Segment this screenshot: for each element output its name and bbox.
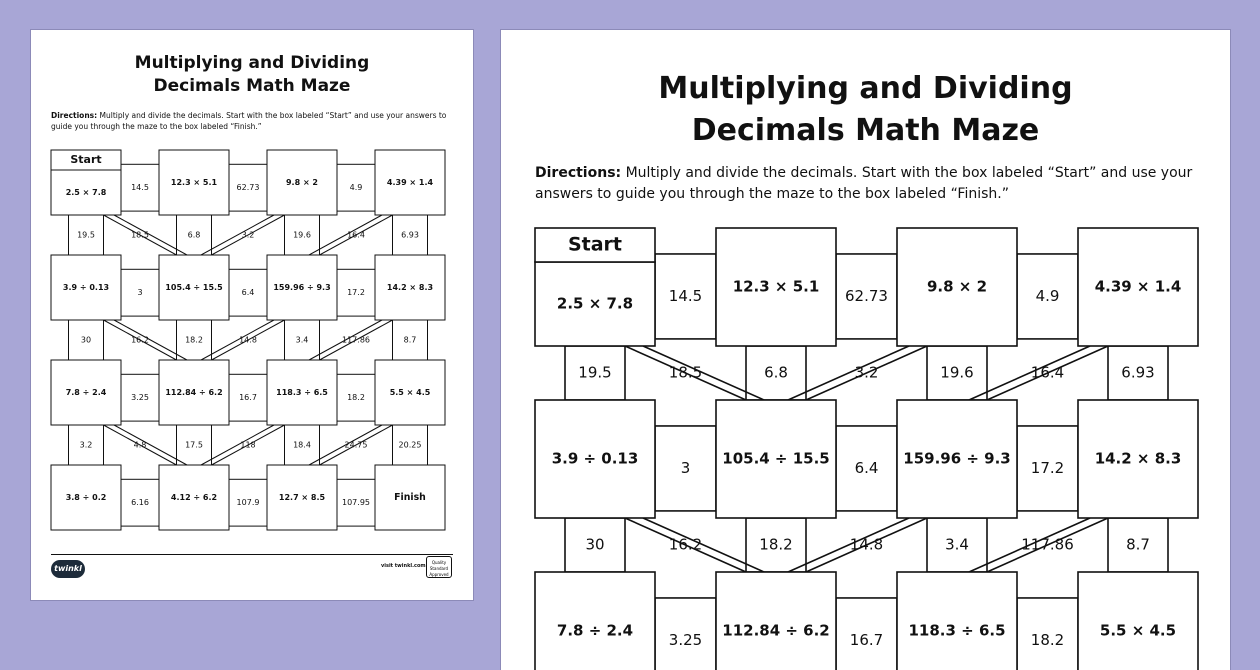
answer-label: 107.95 — [342, 498, 370, 508]
maze-grid-zoomed — [501, 30, 1230, 670]
problem-expression: 105.4 ÷ 15.5 — [722, 449, 830, 468]
answer-label: 62.73 — [236, 183, 260, 193]
answer-label: 6.93 — [1121, 363, 1155, 382]
answer-label: 16.4 — [1030, 363, 1065, 382]
worksheet-zoomed — [501, 30, 1230, 670]
answer-label: 18.2 — [185, 335, 203, 345]
title-line-1: Multiplying and Dividing — [134, 53, 370, 73]
answer-label: 14.5 — [131, 183, 149, 193]
answer-label: 18.2 — [1030, 630, 1065, 649]
answer-label: 3.2 — [79, 440, 93, 450]
answer-label: 3 — [137, 288, 143, 298]
problem-expression: 159.96 ÷ 9.3 — [903, 449, 1011, 468]
answer-label: 3.4 — [945, 535, 969, 554]
answer-label: 17.2 — [1030, 458, 1065, 477]
maze-grid — [31, 30, 473, 550]
problem-expression: 2.5 × 7.8 — [556, 294, 634, 313]
problem-expression: 3.8 ÷ 0.2 — [65, 493, 107, 502]
title-line-2-zoomed: Decimals Math Maze — [691, 113, 1040, 148]
visit-link-text: visit twinkl.com — [381, 563, 426, 569]
answer-label: 3.4 — [295, 335, 309, 345]
answer-label: 118 — [240, 440, 256, 450]
answer-label: 107.9 — [236, 498, 260, 508]
answer-label: 6.16 — [131, 498, 149, 508]
problem-expression: 105.4 ÷ 15.5 — [165, 283, 223, 292]
problem-expression: 118.3 ÷ 6.5 — [276, 388, 328, 397]
answer-label: 16.2 — [131, 335, 149, 345]
answer-label: 8.7 — [403, 335, 417, 345]
twinkl-logo: twinkl — [51, 560, 85, 578]
problem-expression: 4.12 ÷ 6.2 — [170, 493, 218, 502]
answer-label: 14.8 — [849, 535, 884, 554]
answer-label: 62.73 — [845, 286, 888, 305]
answer-label: 20.25 — [398, 440, 422, 450]
answer-label: 19.5 — [77, 230, 95, 240]
answer-label: 16.4 — [347, 230, 365, 240]
problem-expression: 7.8 ÷ 2.4 — [65, 388, 107, 397]
answer-label: 18.4 — [293, 440, 311, 450]
problem-expression: 112.84 ÷ 6.2 — [722, 621, 830, 640]
directions-text-zoomed: Multiply and divide the decimals. Start with the box labeled “Start” and use your answers to guide you through the maze to the box labeled “Finish.” — [535, 165, 1193, 202]
answer-label: 3.25 — [131, 393, 149, 403]
answer-label: 16.2 — [668, 535, 703, 554]
worksheet-preview-small — [31, 30, 473, 600]
finish-label: Finish — [394, 492, 426, 503]
problem-expression: 4.39 × 1.4 — [386, 178, 434, 187]
answer-label: 3.2 — [854, 363, 879, 382]
answer-label: 4.8 — [133, 440, 147, 450]
answer-label: 19.5 — [578, 363, 612, 382]
start-label: Start — [70, 153, 102, 166]
problem-expression: 9.8 × 2 — [926, 277, 988, 296]
answer-label: 14.8 — [239, 335, 257, 345]
answer-label: 19.6 — [293, 230, 311, 240]
problem-expression: 159.96 ÷ 9.3 — [273, 283, 331, 292]
answer-label: 19.6 — [940, 363, 974, 382]
answer-label: 18.5 — [131, 230, 149, 240]
problem-expression: 7.8 ÷ 2.4 — [556, 621, 634, 640]
problem-expression: 3.9 ÷ 0.13 — [551, 449, 639, 468]
problem-expression: 4.39 × 1.4 — [1094, 277, 1182, 296]
directions-label-zoomed: Directions: — [535, 165, 622, 181]
problem-expression: 12.3 × 5.1 — [170, 178, 218, 187]
problem-expression: 14.2 × 8.3 — [1094, 449, 1182, 468]
answer-label: 8.7 — [1126, 535, 1150, 554]
answer-label: 3 — [680, 458, 691, 477]
answer-label: 18.2 — [347, 393, 365, 403]
title-line-1-zoomed: Multiplying and Dividing — [658, 71, 1073, 106]
footer-divider — [51, 554, 453, 555]
directions-label: Directions: — [51, 111, 98, 120]
answer-label: 14.5 — [668, 286, 703, 305]
directions-text: Multiply and divide the decimals. Start with the box labeled “Start” and use your answers to guide you through the maze to the box labeled “Finish.” — [51, 111, 447, 131]
problem-expression: 14.2 × 8.3 — [386, 283, 434, 292]
answer-label: 18.5 — [668, 363, 703, 382]
answer-label: 24.75 — [344, 440, 368, 450]
answer-label: 3.25 — [668, 630, 703, 649]
answer-label: 6.8 — [764, 363, 788, 382]
problem-expression: 2.5 × 7.8 — [65, 188, 107, 197]
answer-label: 6.8 — [187, 230, 201, 240]
answer-label: 17.2 — [347, 288, 365, 298]
answer-label: 117.86 — [1021, 535, 1074, 554]
start-label: Start — [567, 233, 623, 256]
problem-expression: 12.3 × 5.1 — [732, 277, 820, 296]
title-line-2: Decimals Math Maze — [153, 76, 351, 96]
problem-expression: 5.5 × 4.5 — [1099, 621, 1177, 640]
answer-label: 30 — [80, 335, 92, 345]
answer-label: 17.5 — [185, 440, 203, 450]
quality-badge: Quality Standard Approved — [426, 556, 452, 578]
answer-label: 4.9 — [1035, 286, 1060, 305]
answer-label: 16.7 — [239, 393, 257, 403]
problem-expression: 12.7 × 8.5 — [278, 493, 326, 502]
problem-expression: 118.3 ÷ 6.5 — [908, 621, 1006, 640]
answer-label: 6.93 — [401, 230, 419, 240]
problem-expression: 5.5 × 4.5 — [389, 388, 431, 397]
answer-label: 30 — [585, 535, 605, 554]
problem-expression: 3.9 ÷ 0.13 — [62, 283, 110, 292]
problem-expression: 112.84 ÷ 6.2 — [165, 388, 223, 397]
answer-label: 6.4 — [241, 288, 255, 298]
answer-label: 6.4 — [854, 458, 879, 477]
answer-label: 3.2 — [241, 230, 255, 240]
problem-expression: 9.8 × 2 — [285, 178, 319, 187]
answer-label: 16.7 — [849, 630, 884, 649]
answer-label: 4.9 — [349, 183, 363, 193]
answer-label: 117.86 — [342, 335, 370, 345]
answer-label: 18.2 — [759, 535, 793, 554]
